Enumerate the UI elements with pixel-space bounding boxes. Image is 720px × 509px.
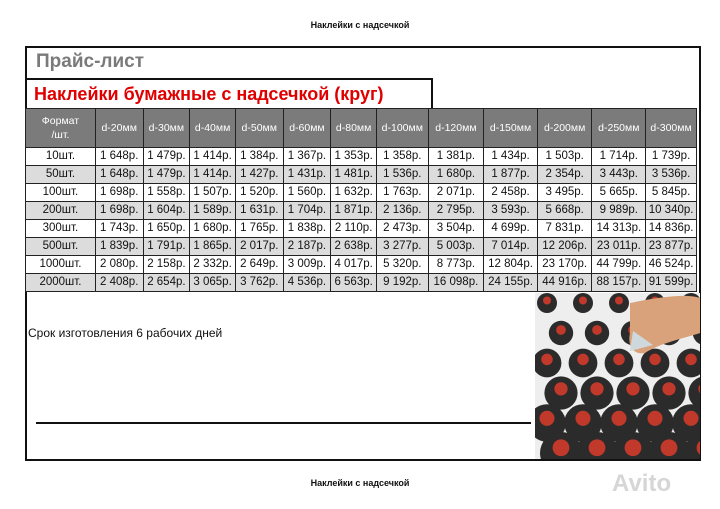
price-cell: 1 739р. <box>646 148 697 166</box>
quantity-cell: 2000шт. <box>26 274 96 292</box>
round-stickers-photo <box>535 293 700 459</box>
quantity-cell: 500шт. <box>26 238 96 256</box>
price-cell: 3 593р. <box>484 202 538 220</box>
table-row <box>26 274 697 292</box>
column-header: d-30мм <box>143 109 190 148</box>
quantity-cell: 50шт. <box>26 166 96 184</box>
price-cell: 1 507р. <box>190 184 236 202</box>
table-row <box>26 220 697 238</box>
price-cell: 1 631р. <box>235 202 283 220</box>
column-header: d-120мм <box>428 109 484 148</box>
table-row <box>26 256 697 274</box>
table-row <box>26 148 697 166</box>
price-cell: 5 320р. <box>377 256 429 274</box>
price-cell: 8 773р. <box>428 256 484 274</box>
price-cell: 88 157р. <box>592 274 646 292</box>
price-cell: 2 408р. <box>95 274 143 292</box>
price-cell: 2 473р. <box>377 220 429 238</box>
price-cell: 3 536р. <box>646 166 697 184</box>
price-cell: 3 495р. <box>537 184 592 202</box>
price-table <box>25 108 697 292</box>
price-cell: 1 503р. <box>537 148 592 166</box>
price-cell: 1 648р. <box>95 148 143 166</box>
price-cell: 1 560р. <box>283 184 331 202</box>
quantity-cell: 300шт. <box>26 220 96 238</box>
price-cell: 4 699р. <box>484 220 538 238</box>
page-footer: Наклейки с надсечкой <box>310 478 410 488</box>
price-cell: 2 654р. <box>143 274 190 292</box>
price-cell: 4 536р. <box>283 274 331 292</box>
price-cell: 5 003р. <box>428 238 484 256</box>
column-header: d-40мм <box>190 109 236 148</box>
price-cell: 2 649р. <box>235 256 283 274</box>
price-cell: 2 136р. <box>377 202 429 220</box>
column-header: d-60мм <box>283 109 331 148</box>
price-cell: 1 431р. <box>283 166 331 184</box>
price-cell: 3 009р. <box>283 256 331 274</box>
title-row <box>27 48 699 78</box>
price-cell: 3 762р. <box>235 274 283 292</box>
price-cell: 3 277р. <box>377 238 429 256</box>
price-cell: 24 155р. <box>484 274 538 292</box>
price-cell: 23 011р. <box>592 238 646 256</box>
price-cell: 9 989р. <box>592 202 646 220</box>
table-row <box>26 202 697 220</box>
price-cell: 16 098р. <box>428 274 484 292</box>
price-cell: 1 871р. <box>331 202 377 220</box>
price-cell: 2 458р. <box>484 184 538 202</box>
page-title: Прайс-лист <box>36 51 145 72</box>
price-cell: 12 804р. <box>484 256 538 274</box>
price-cell: 2 110р. <box>331 220 377 238</box>
price-cell: 14 836р. <box>646 220 697 238</box>
column-header: d-150мм <box>484 109 538 148</box>
price-cell: 2 158р. <box>143 256 190 274</box>
price-cell: 9 192р. <box>377 274 429 292</box>
price-cell: 1 414р. <box>190 166 236 184</box>
price-cell: 1 704р. <box>283 202 331 220</box>
price-cell: 10 340р. <box>646 202 697 220</box>
price-cell: 91 599р. <box>646 274 697 292</box>
price-cell: 1 358р. <box>377 148 429 166</box>
price-cell: 44 916р. <box>537 274 592 292</box>
column-header: d-250мм <box>592 109 646 148</box>
price-cell: 1 481р. <box>331 166 377 184</box>
price-cell: 1 520р. <box>235 184 283 202</box>
price-cell: 1 367р. <box>283 148 331 166</box>
price-cell: 7 831р. <box>537 220 592 238</box>
quantity-cell: 1000шт. <box>26 256 96 274</box>
table-row <box>26 166 697 184</box>
price-cell: 2 187р. <box>283 238 331 256</box>
column-header: d-20мм <box>95 109 143 148</box>
corner-header: Формат /шт. <box>26 109 96 148</box>
price-cell: 1 427р. <box>235 166 283 184</box>
price-cell: 1 650р. <box>143 220 190 238</box>
subtitle-box <box>27 78 433 110</box>
price-cell: 1 479р. <box>143 148 190 166</box>
price-cell: 23 877р. <box>646 238 697 256</box>
quantity-cell: 200шт. <box>26 202 96 220</box>
price-cell: 3 504р. <box>428 220 484 238</box>
price-cell: 2 071р. <box>428 184 484 202</box>
price-cell: 1 698р. <box>95 184 143 202</box>
price-cell: 2 017р. <box>235 238 283 256</box>
price-cell: 1 865р. <box>190 238 236 256</box>
quantity-cell: 10шт. <box>26 148 96 166</box>
price-cell: 7 014р. <box>484 238 538 256</box>
avito-watermark: Avito <box>612 470 672 497</box>
price-cell: 1 414р. <box>190 148 236 166</box>
price-cell: 1 791р. <box>143 238 190 256</box>
price-cell: 1 384р. <box>235 148 283 166</box>
price-cell: 23 170р. <box>537 256 592 274</box>
price-cell: 1 604р. <box>143 202 190 220</box>
price-cell: 1 680р. <box>428 166 484 184</box>
price-cell: 1 698р. <box>95 202 143 220</box>
price-cell: 44 799р. <box>592 256 646 274</box>
table-header-row <box>26 109 697 148</box>
column-header: d-100мм <box>377 109 429 148</box>
table-row <box>26 184 697 202</box>
product-subtitle: Наклейки бумажные с надсечкой (круг) <box>34 84 384 104</box>
price-cell: 14 313р. <box>592 220 646 238</box>
price-cell: 1 632р. <box>331 184 377 202</box>
signature-line <box>36 422 531 424</box>
price-cell: 1 536р. <box>377 166 429 184</box>
column-header: d-50мм <box>235 109 283 148</box>
price-cell: 2 638р. <box>331 238 377 256</box>
column-header: d-80мм <box>331 109 377 148</box>
price-cell: 2 354р. <box>537 166 592 184</box>
price-cell: 1 743р. <box>95 220 143 238</box>
stickers-illustration-icon <box>535 293 700 459</box>
price-cell: 1 434р. <box>484 148 538 166</box>
price-cell: 2 332р. <box>190 256 236 274</box>
price-cell: 1 838р. <box>283 220 331 238</box>
price-cell: 1 589р. <box>190 202 236 220</box>
price-cell: 5 665р. <box>592 184 646 202</box>
price-cell: 1 353р. <box>331 148 377 166</box>
price-cell: 1 763р. <box>377 184 429 202</box>
price-cell: 1 479р. <box>143 166 190 184</box>
production-time-note: Срок изготовления 6 рабочих дней <box>28 326 223 340</box>
price-cell: 2 795р. <box>428 202 484 220</box>
price-cell: 6 563р. <box>331 274 377 292</box>
price-cell: 12 206р. <box>537 238 592 256</box>
price-cell: 1 558р. <box>143 184 190 202</box>
column-header: d-200мм <box>537 109 592 148</box>
price-cell: 46 524р. <box>646 256 697 274</box>
price-cell: 1 648р. <box>95 166 143 184</box>
price-cell: 5 845р. <box>646 184 697 202</box>
price-cell: 1 680р. <box>190 220 236 238</box>
price-cell: 1 714р. <box>592 148 646 166</box>
price-cell: 3 443р. <box>592 166 646 184</box>
table-row <box>26 238 697 256</box>
price-cell: 5 668р. <box>537 202 592 220</box>
price-cell: 2 080р. <box>95 256 143 274</box>
price-cell: 1 765р. <box>235 220 283 238</box>
price-cell: 1 877р. <box>484 166 538 184</box>
price-cell: 1 839р. <box>95 238 143 256</box>
price-cell: 4 017р. <box>331 256 377 274</box>
page-header: Наклейки с надсечкой <box>310 20 410 30</box>
price-cell: 3 065р. <box>190 274 236 292</box>
column-header: d-300мм <box>646 109 697 148</box>
price-cell: 1 381р. <box>428 148 484 166</box>
quantity-cell: 100шт. <box>26 184 96 202</box>
